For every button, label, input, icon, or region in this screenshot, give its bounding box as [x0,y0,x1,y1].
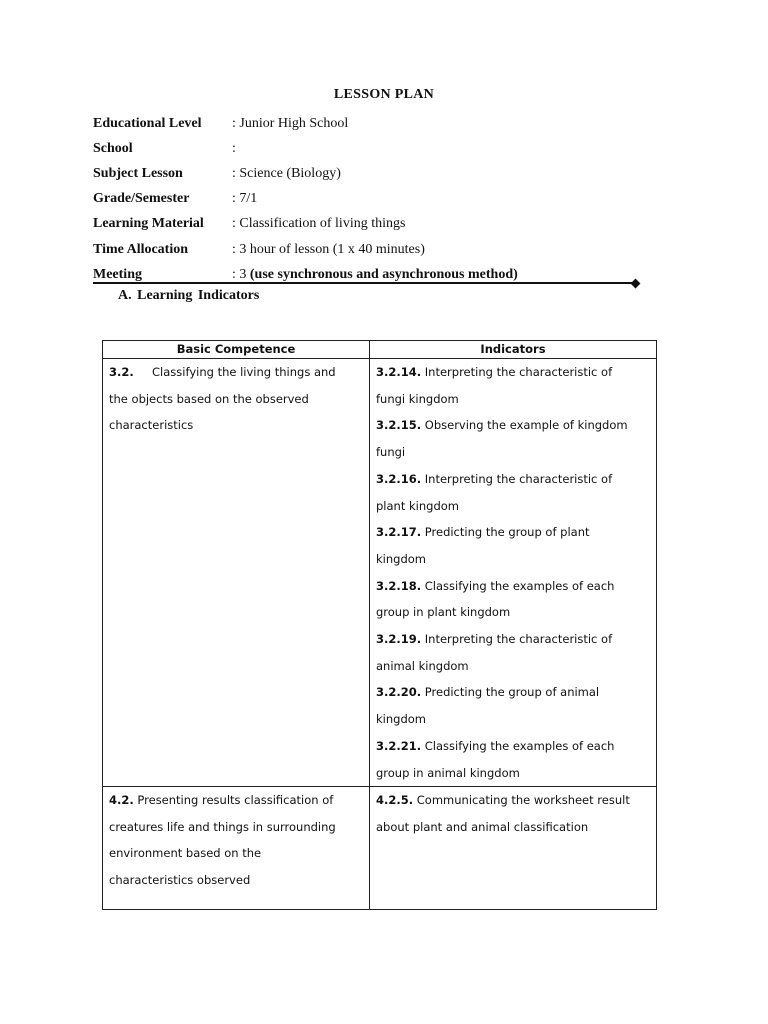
indicator-line: kingdom [376,712,426,727]
table-row [103,787,657,910]
meta-value: : Classification of living things [232,216,406,232]
competence-cell [103,787,370,910]
meta-label: School [93,140,133,156]
indicator-line: fungi kingdom [376,391,459,406]
page-title: LESSON PLAN [333,87,435,102]
competence-line: 3.2. Classifying the living things and [109,365,336,379]
indicator-line: animal kingdom [376,658,469,673]
meta-value-emphasis: (use synchronous and asynchronous method) [249,266,518,282]
lesson-metadata [93,111,653,287]
meta-label: Time Allocation [93,241,189,257]
competence-line: environment based on the [109,846,262,861]
indicator-line: 3.2.15. Observing the example of kingdom [376,418,628,433]
meta-row-time-allocation [93,237,653,262]
indicator-line: 4.2.5. Communicating the worksheet result [376,793,630,807]
indicator-line: group in plant kingdom [376,605,511,620]
indicator-line: kingdom [376,551,426,566]
column-header-basic-competence: Basic Competence [103,341,370,359]
indicators-cell [370,359,657,787]
indicator-line: 3.2.17. Predicting the group of plant [376,525,590,540]
meta-value: : 3 hour of lesson (1 x 40 minutes) [232,241,425,257]
competence-line: characteristics [109,418,194,433]
competence-code: 4.2. [109,793,134,807]
indicator-line: plant kingdom [376,498,459,513]
meta-value-prefix: : 3 [232,266,250,282]
meta-label: Meeting [93,266,142,282]
indicator-line: about plant and animal classification [376,819,589,834]
indicator-line: 3.2.19. Interpreting the characteristic of [376,632,613,647]
meta-value [232,267,653,283]
competence-line: 4.2. Presenting results classification of [109,793,334,807]
meta-row-school [93,136,653,161]
meta-row-subject-lesson [93,161,653,186]
meta-row-grade-semester [93,187,653,212]
meta-value: : Science (Biology) [232,165,341,181]
section-heading: A. Learning Indicators [118,288,260,303]
meta-label: Learning Material [93,216,204,232]
meta-value: : Junior High School [232,115,349,131]
meta-row-learning-material [93,212,653,237]
indicator-line: 3.2.16. Interpreting the characteristic of [376,471,613,486]
indicator-line: group in animal kingdom [376,765,520,780]
table-header-row [103,341,657,359]
competence-code: 3.2. [109,365,134,379]
indicator-line: 3.2.21. Classifying the examples of each [376,738,615,753]
table-row [103,359,657,787]
meta-value: : [232,140,236,156]
meta-row-educational-level [93,111,653,136]
competence-table [102,340,657,910]
meta-label: Grade/Semester [93,191,190,207]
indicator-line: 3.2.18. Classifying the examples of each [376,578,615,593]
meta-label: Educational Level [93,115,202,131]
meta-label: Subject Lesson [93,165,183,181]
indicator-line: 3.2.20. Predicting the group of animal [376,685,600,700]
indicator-line: fungi [376,445,406,460]
horizontal-rule [93,282,635,284]
competence-line: creatures life and things in surrounding [109,819,336,834]
competence-line: the objects based on the observed [109,391,309,406]
column-header-indicators: Indicators [370,341,657,359]
competence-line: characteristics observed [109,873,251,888]
indicators-cell [370,787,657,910]
competence-cell [103,359,370,787]
meta-value: : 7/1 [232,191,258,207]
indicator-line: 3.2.14. Interpreting the characteristic of [376,365,613,379]
